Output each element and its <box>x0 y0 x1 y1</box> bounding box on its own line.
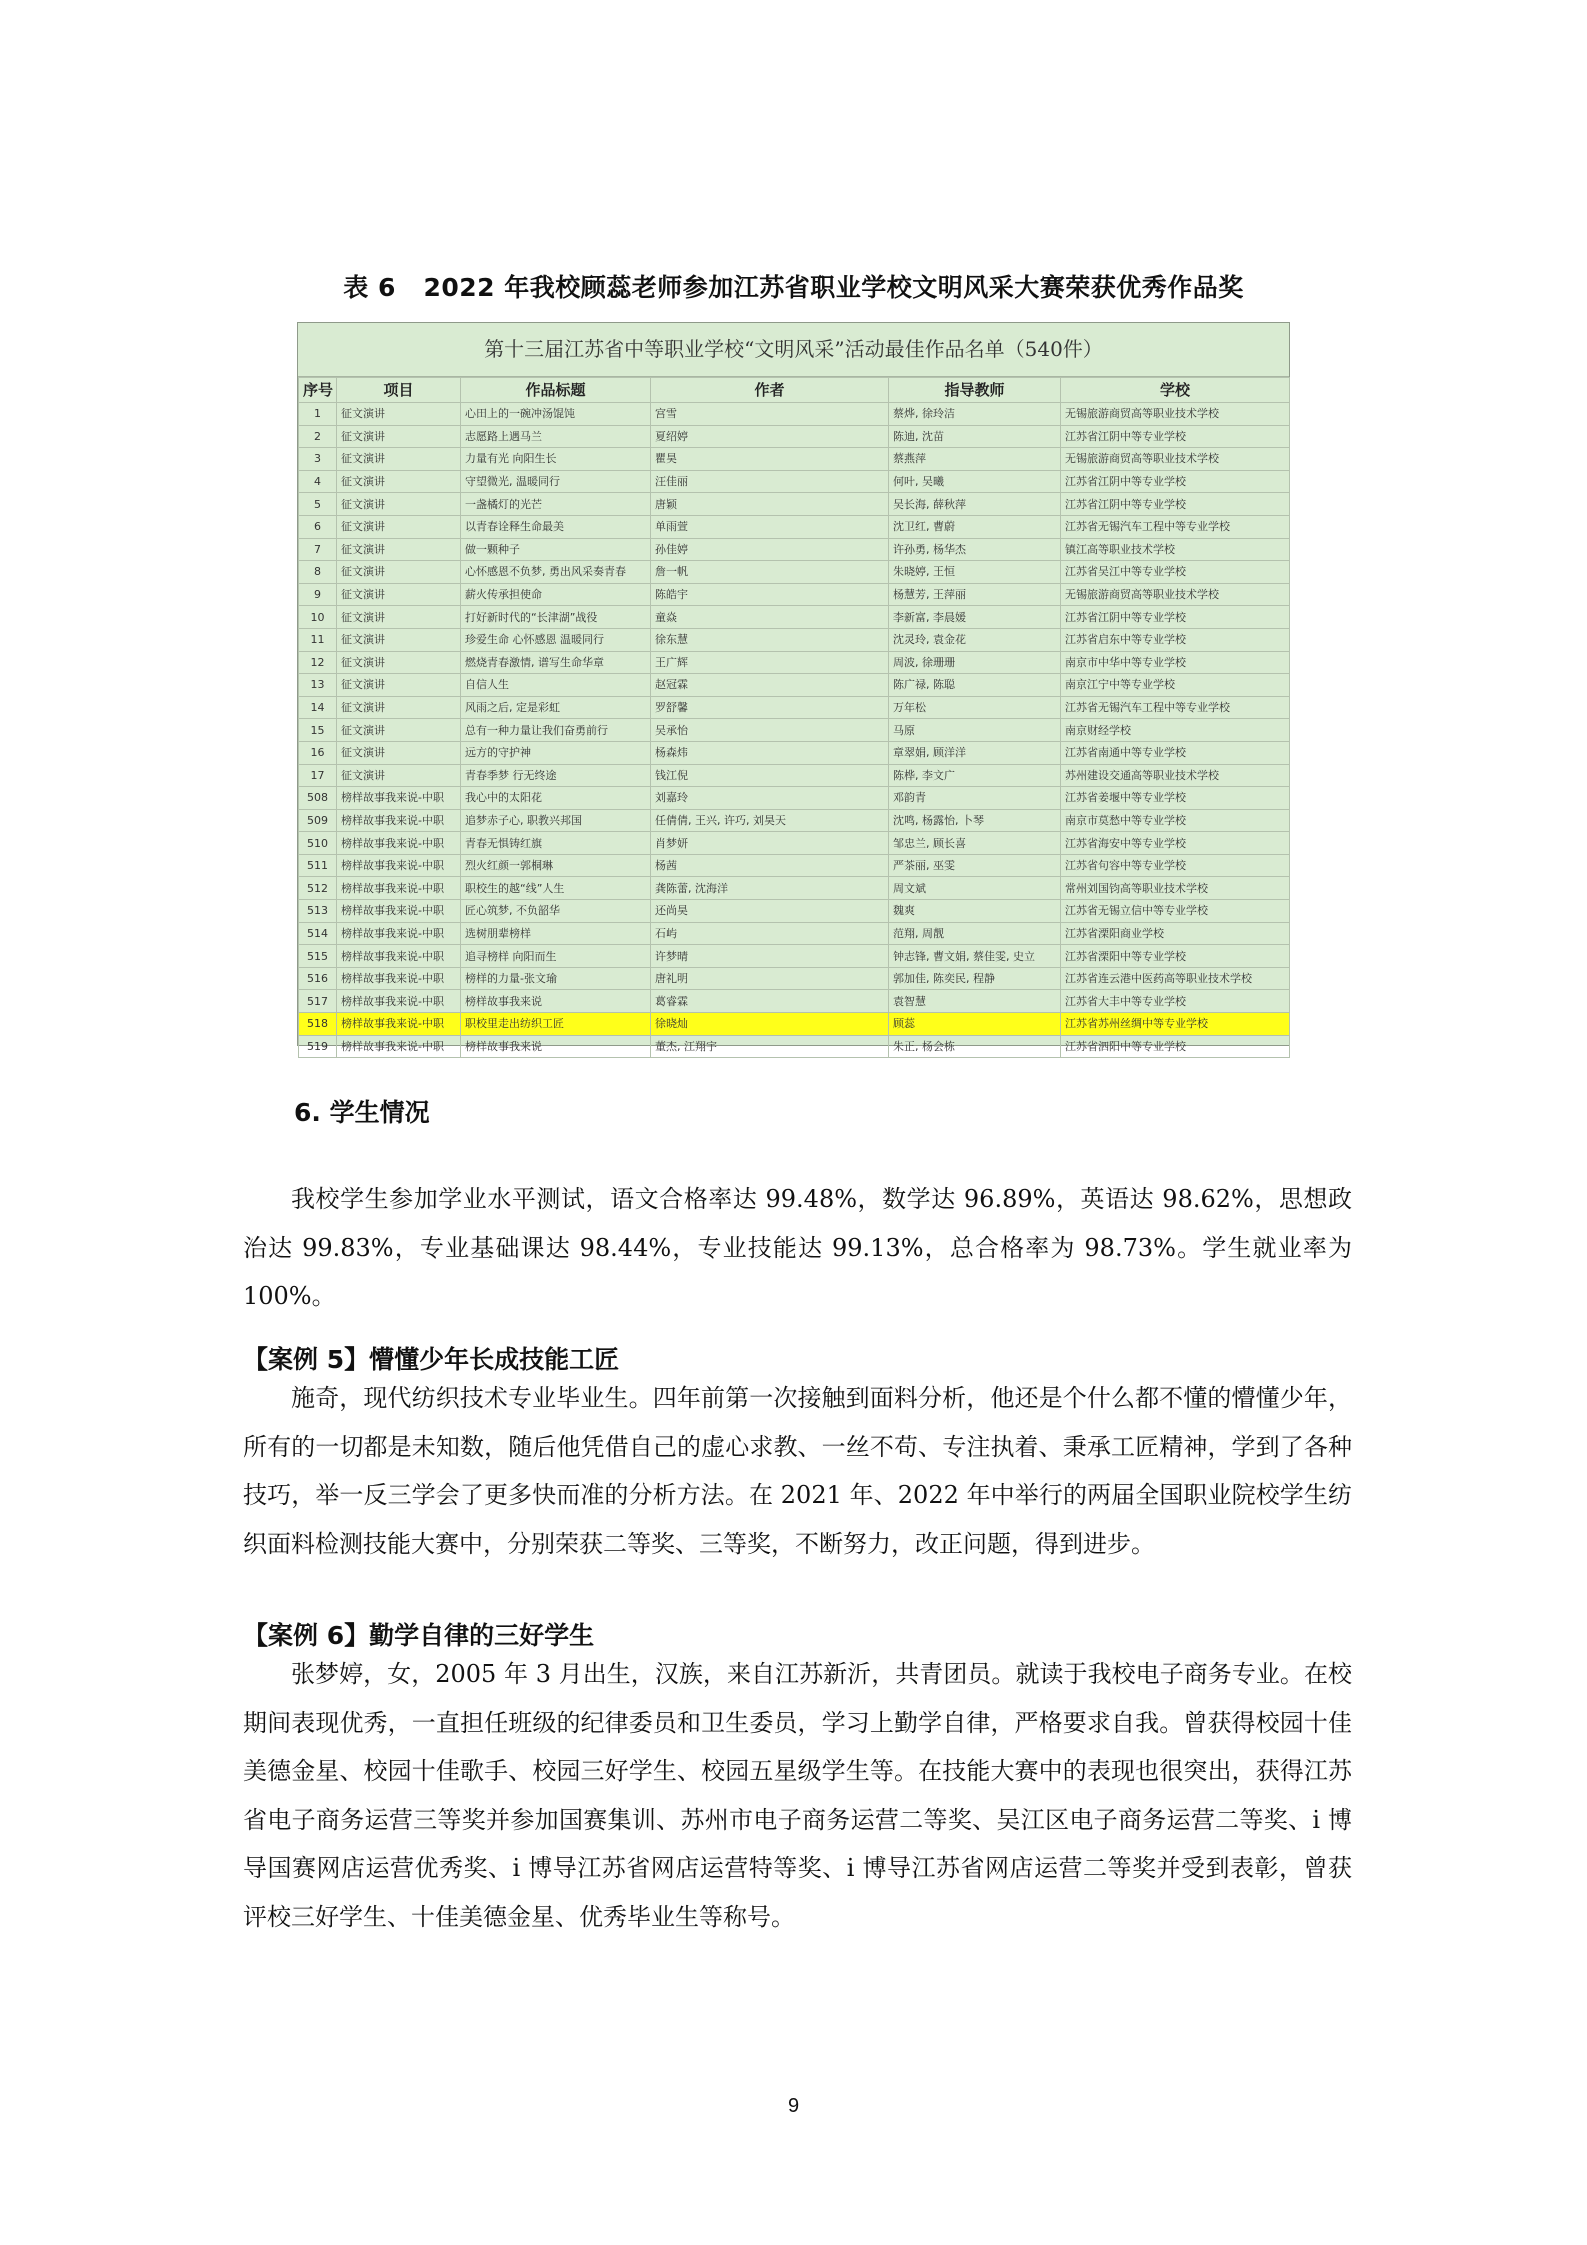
cell-no: 517 <box>299 990 337 1013</box>
table-row <box>299 470 1290 493</box>
table-row <box>299 448 1290 471</box>
table-row <box>299 696 1290 719</box>
cell-work-title: 守望微光, 温暖同行 <box>461 470 651 493</box>
table-row <box>299 538 1290 561</box>
cell-project: 榜样故事我来说-中职 <box>337 1035 461 1058</box>
cell-advisor: 陈桦, 李文广 <box>889 764 1061 787</box>
cell-author: 肖梦妍 <box>651 832 889 855</box>
cell-author: 瞿昊 <box>651 448 889 471</box>
cell-advisor: 许孙勇, 杨华杰 <box>889 538 1061 561</box>
cell-advisor: 沈卫红, 曹蔚 <box>889 515 1061 538</box>
case6-heading: 【案例 6】勤学自律的三好学生 <box>243 1621 595 1650</box>
cell-school: 江苏省姜堰中等专业学校 <box>1061 787 1290 810</box>
cell-author: 杨茜 <box>651 854 889 877</box>
cell-no: 4 <box>299 470 337 493</box>
table-row <box>299 674 1290 697</box>
table-row <box>299 651 1290 674</box>
cell-no: 515 <box>299 945 337 968</box>
cell-no: 17 <box>299 764 337 787</box>
cell-advisor: 何叶, 吴曦 <box>889 470 1061 493</box>
case5-heading: 【案例 5】懵懂少年长成技能工匠 <box>243 1345 620 1374</box>
cell-project: 征文演讲 <box>337 493 461 516</box>
cell-author: 杨森炜 <box>651 741 889 764</box>
table-row <box>299 877 1290 900</box>
cell-project: 征文演讲 <box>337 741 461 764</box>
cell-advisor: 钟志锋, 曹文娟, 蔡佳雯, 史立 <box>889 945 1061 968</box>
cell-school: 江苏省大丰中等专业学校 <box>1061 990 1290 1013</box>
cell-advisor: 陈广禄, 陈聪 <box>889 674 1061 697</box>
cell-author: 许梦晴 <box>651 945 889 968</box>
cell-work-title: 烈火红颜一郭桐琳 <box>461 854 651 877</box>
cell-no: 513 <box>299 900 337 923</box>
cell-school: 江苏省南通中等专业学校 <box>1061 741 1290 764</box>
cell-work-title: 追寻榜样 向阳而生 <box>461 945 651 968</box>
table-row <box>299 900 1290 923</box>
cell-no: 16 <box>299 741 337 764</box>
cell-advisor: 李新富, 李晨媛 <box>889 606 1061 629</box>
cell-work-title: 我心中的太阳花 <box>461 787 651 810</box>
cell-project: 征文演讲 <box>337 403 461 426</box>
cell-author: 刘嘉玲 <box>651 787 889 810</box>
table-row <box>299 561 1290 584</box>
cell-no: 2 <box>299 425 337 448</box>
cell-advisor: 万年松 <box>889 696 1061 719</box>
cell-school: 南京财经学校 <box>1061 719 1290 742</box>
cell-author: 童焱 <box>651 606 889 629</box>
cell-no: 11 <box>299 628 337 651</box>
cell-project: 征文演讲 <box>337 515 461 538</box>
cell-work-title: 职校里走出纺织工匠 <box>461 1013 651 1036</box>
cell-school: 南京市莫愁中等专业学校 <box>1061 809 1290 832</box>
cell-work-title: 职校生的越“线”人生 <box>461 877 651 900</box>
table-row <box>299 832 1290 855</box>
table-row <box>299 1035 1290 1058</box>
cell-advisor: 周波, 徐珊珊 <box>889 651 1061 674</box>
cell-author: 单雨萱 <box>651 515 889 538</box>
table-row <box>299 854 1290 877</box>
cell-school: 江苏省无锡汽车工程中等专业学校 <box>1061 515 1290 538</box>
table-row <box>299 990 1290 1013</box>
cell-work-title: 榜样故事我来说 <box>461 990 651 1013</box>
cell-no: 508 <box>299 787 337 810</box>
cell-work-title: 薪火传承担使命 <box>461 583 651 606</box>
cell-project: 征文演讲 <box>337 719 461 742</box>
cell-advisor: 朱晓婷, 王恒 <box>889 561 1061 584</box>
cell-no: 7 <box>299 538 337 561</box>
cell-no: 519 <box>299 1035 337 1058</box>
cell-project: 榜样故事我来说-中职 <box>337 809 461 832</box>
cell-advisor: 朱正, 杨会栋 <box>889 1035 1061 1058</box>
table-row <box>299 922 1290 945</box>
cell-work-title: 心怀感恩不负梦, 勇出风采奏青春 <box>461 561 651 584</box>
cell-no: 9 <box>299 583 337 606</box>
cell-author: 孙佳婷 <box>651 538 889 561</box>
table-row <box>299 628 1290 651</box>
cell-school: 江苏省江阴中等专业学校 <box>1061 425 1290 448</box>
cell-project: 征文演讲 <box>337 696 461 719</box>
cell-school: 江苏省句容中等专业学校 <box>1061 854 1290 877</box>
cell-project: 征文演讲 <box>337 651 461 674</box>
cell-work-title: 做一颗种子 <box>461 538 651 561</box>
cell-author: 龚陈蕾, 沈海洋 <box>651 877 889 900</box>
cell-advisor: 沈灵玲, 袁金花 <box>889 628 1061 651</box>
cell-school: 江苏省苏州丝绸中等专业学校 <box>1061 1013 1290 1036</box>
cell-school: 无锡旅游商贸高等职业技术学校 <box>1061 583 1290 606</box>
cell-author: 王广辉 <box>651 651 889 674</box>
cell-school: 无锡旅游商贸高等职业技术学校 <box>1061 448 1290 471</box>
header-work-title: 作品标题 <box>461 378 651 403</box>
cell-no: 512 <box>299 877 337 900</box>
table-row <box>299 583 1290 606</box>
cell-school: 江苏省启东中等专业学校 <box>1061 628 1290 651</box>
cell-school: 无锡旅游商贸高等职业技术学校 <box>1061 403 1290 426</box>
table-caption: 表 6 2022 年我校顾蕊老师参加江苏省职业学校文明风采大赛荣获优秀作品奖 <box>343 273 1244 302</box>
cell-author: 葛睿霖 <box>651 990 889 1013</box>
cell-no: 3 <box>299 448 337 471</box>
cell-school: 江苏省无锡汽车工程中等专业学校 <box>1061 696 1290 719</box>
cell-project: 榜样故事我来说-中职 <box>337 1013 461 1036</box>
cell-work-title: 青春季梦 行无终途 <box>461 764 651 787</box>
cell-no: 5 <box>299 493 337 516</box>
cell-work-title: 一盏橘灯的光芒 <box>461 493 651 516</box>
cell-advisor: 郭加佳, 陈奕民, 程静 <box>889 967 1061 990</box>
cell-work-title: 打好新时代的“长津湖”战役 <box>461 606 651 629</box>
cell-no: 6 <box>299 515 337 538</box>
cell-school: 江苏省吴江中等专业学校 <box>1061 561 1290 584</box>
cell-project: 征文演讲 <box>337 425 461 448</box>
cell-school: 江苏省连云港中医药高等职业技术学校 <box>1061 967 1290 990</box>
cell-author: 夏绍婷 <box>651 425 889 448</box>
cell-school: 苏州建设交通高等职业技术学校 <box>1061 764 1290 787</box>
cell-advisor: 吴长海, 薛秋萍 <box>889 493 1061 516</box>
table-header-row <box>299 378 1290 403</box>
cell-school: 江苏省溧阳中等专业学校 <box>1061 945 1290 968</box>
cell-advisor: 杨慧芳, 王萍丽 <box>889 583 1061 606</box>
cell-author: 钱江倪 <box>651 764 889 787</box>
cell-project: 征文演讲 <box>337 448 461 471</box>
section-heading: 6. 学生情况 <box>294 1098 430 1127</box>
cell-advisor: 严茶丽, 巫雯 <box>889 854 1061 877</box>
cell-project: 征文演讲 <box>337 674 461 697</box>
table-row <box>299 719 1290 742</box>
award-table <box>298 377 1290 1058</box>
cell-no: 514 <box>299 922 337 945</box>
cell-project: 征文演讲 <box>337 470 461 493</box>
cell-no: 509 <box>299 809 337 832</box>
table-title: 第十三届江苏省中等职业学校“文明风采”活动最佳作品名单（540件） <box>298 323 1289 377</box>
table-row <box>299 764 1290 787</box>
cell-project: 征文演讲 <box>337 538 461 561</box>
cell-project: 征文演讲 <box>337 606 461 629</box>
header-no: 序号 <box>299 378 337 403</box>
table-row <box>299 967 1290 990</box>
table-body <box>299 403 1290 1058</box>
cell-advisor: 魏爽 <box>889 900 1061 923</box>
cell-school: 江苏省江阴中等专业学校 <box>1061 470 1290 493</box>
cell-work-title: 追梦赤子心, 职教兴邦国 <box>461 809 651 832</box>
table-row <box>299 809 1290 832</box>
cell-author: 还尚昊 <box>651 900 889 923</box>
cell-project: 榜样故事我来说-中职 <box>337 990 461 1013</box>
cell-author: 宫雪 <box>651 403 889 426</box>
cell-advisor: 周文斌 <box>889 877 1061 900</box>
cell-school: 镇江高等职业技术学校 <box>1061 538 1290 561</box>
cell-project: 榜样故事我来说-中职 <box>337 832 461 855</box>
cell-school: 常州刘国钧高等职业技术学校 <box>1061 877 1290 900</box>
cell-project: 榜样故事我来说-中职 <box>337 877 461 900</box>
cell-project: 榜样故事我来说-中职 <box>337 967 461 990</box>
cell-project: 榜样故事我来说-中职 <box>337 854 461 877</box>
cell-advisor: 顾蕊 <box>889 1013 1061 1036</box>
cell-work-title: 风雨之后, 定是彩虹 <box>461 696 651 719</box>
cell-no: 15 <box>299 719 337 742</box>
cell-advisor: 蔡烨, 徐玲洁 <box>889 403 1061 426</box>
table-row <box>299 493 1290 516</box>
cell-work-title: 以青春诠释生命最美 <box>461 515 651 538</box>
table-row <box>299 425 1290 448</box>
cell-school: 南京江宁中等专业学校 <box>1061 674 1290 697</box>
cell-no: 13 <box>299 674 337 697</box>
cell-no: 510 <box>299 832 337 855</box>
cell-author: 吴承怡 <box>651 719 889 742</box>
cell-project: 榜样故事我来说-中职 <box>337 787 461 810</box>
cell-work-title: 珍爱生命 心怀感恩 温暖同行 <box>461 628 651 651</box>
case6-paragraph: 张梦婷，女，2005 年 3 月出生，汉族，来自江苏新沂，共青团员。就读于我校电子商务专业。在校期间表现优秀，一直担任班级的纪律委员和卫生委员，学习上勤学自律，严格要求自我。曾获得校园十佳美德金星、校园十佳歌手、校园三好学生、校园五星级学生等。在技能大赛中的表现也很突出，获得江苏省电子商务运营三等奖并参加国赛集训、苏州市电子商务运营二等奖、吴江区电子商务运营二等奖、i 博导国赛网店运营优秀奖、i 博导江苏省网店运营特等奖、i 博导江苏省网店运营二等奖并受到表彰，曾获评校三好学生、十佳美德金星、优秀毕业生等称号。 <box>243 1660 1352 1931</box>
cell-work-title: 青春无惧铸红旗 <box>461 832 651 855</box>
cell-advisor: 邹忠兰, 顾长喜 <box>889 832 1061 855</box>
cell-work-title: 燃烧青春激情, 谱写生命华章 <box>461 651 651 674</box>
cell-project: 榜样故事我来说-中职 <box>337 922 461 945</box>
cell-advisor: 范翔, 周靓 <box>889 922 1061 945</box>
header-advisor: 指导教师 <box>889 378 1061 403</box>
page-number: 9 <box>787 2095 800 2117</box>
cell-advisor: 章翠娟, 顾洋洋 <box>889 741 1061 764</box>
cell-work-title: 总有一种力量让我们奋勇前行 <box>461 719 651 742</box>
cell-advisor: 邓韵青 <box>889 787 1061 810</box>
cell-author: 徐东慧 <box>651 628 889 651</box>
cell-no: 518 <box>299 1013 337 1036</box>
cell-advisor: 陈迪, 沈苗 <box>889 425 1061 448</box>
cell-author: 唐礼明 <box>651 967 889 990</box>
student-stats-paragraph: 我校学生参加学业水平测试，语文合格率达 99.48%，数学达 96.89%，英语达 98.62%，思想政治达 99.83%，专业基础课达 98.44%，专业技能达 99.13%，总合格率为 98.73%。学生就业率为 100%。 <box>243 1185 1352 1310</box>
table-row <box>299 1013 1290 1036</box>
cell-no: 516 <box>299 967 337 990</box>
cell-school: 江苏省无锡立信中等专业学校 <box>1061 900 1290 923</box>
cell-author: 罗舒馨 <box>651 696 889 719</box>
cell-author: 董杰, 江翔宇 <box>651 1035 889 1058</box>
cell-advisor: 马原 <box>889 719 1061 742</box>
table-row <box>299 403 1290 426</box>
cell-school: 江苏省泗阳中等专业学校 <box>1061 1035 1290 1058</box>
header-project: 项目 <box>337 378 461 403</box>
cell-author: 詹一帆 <box>651 561 889 584</box>
header-author: 作者 <box>651 378 889 403</box>
cell-work-title: 自信人生 <box>461 674 651 697</box>
table-row <box>299 787 1290 810</box>
table-row <box>299 515 1290 538</box>
cell-project: 榜样故事我来说-中职 <box>337 900 461 923</box>
cell-author: 任倩倩, 王兴, 许巧, 刘昊天 <box>651 809 889 832</box>
header-school: 学校 <box>1061 378 1290 403</box>
table-row <box>299 741 1290 764</box>
cell-work-title: 选树朋辈榜样 <box>461 922 651 945</box>
cell-author: 徐晓灿 <box>651 1013 889 1036</box>
cell-work-title: 力量有光 向阳生长 <box>461 448 651 471</box>
cell-work-title: 榜样故事我来说 <box>461 1035 651 1058</box>
cell-no: 14 <box>299 696 337 719</box>
cell-project: 征文演讲 <box>337 628 461 651</box>
cell-author: 赵冠霖 <box>651 674 889 697</box>
cell-no: 511 <box>299 854 337 877</box>
cell-school: 南京市中华中等专业学校 <box>1061 651 1290 674</box>
cell-project: 征文演讲 <box>337 764 461 787</box>
cell-no: 12 <box>299 651 337 674</box>
award-table-image <box>297 322 1290 1053</box>
cell-project: 征文演讲 <box>337 561 461 584</box>
cell-school: 江苏省海安中等专业学校 <box>1061 832 1290 855</box>
cell-school: 江苏省江阴中等专业学校 <box>1061 493 1290 516</box>
cell-work-title: 志愿路上遇马兰 <box>461 425 651 448</box>
cell-advisor: 沈鸣, 杨露怡, 卜琴 <box>889 809 1061 832</box>
table-row <box>299 945 1290 968</box>
table-row <box>299 606 1290 629</box>
cell-author: 石屿 <box>651 922 889 945</box>
cell-work-title: 远方的守护神 <box>461 741 651 764</box>
cell-work-title: 匠心筑梦, 不负韶华 <box>461 900 651 923</box>
cell-advisor: 袁智慧 <box>889 990 1061 1013</box>
cell-work-title: 心田上的一碗冲汤馄饨 <box>461 403 651 426</box>
cell-no: 10 <box>299 606 337 629</box>
cell-work-title: 榜样的力量-张文瑜 <box>461 967 651 990</box>
cell-advisor: 蔡燕萍 <box>889 448 1061 471</box>
cell-school: 江苏省江阴中等专业学校 <box>1061 606 1290 629</box>
cell-project: 榜样故事我来说-中职 <box>337 945 461 968</box>
cell-no: 1 <box>299 403 337 426</box>
cell-author: 汪佳丽 <box>651 470 889 493</box>
cell-project: 征文演讲 <box>337 583 461 606</box>
cell-school: 江苏省溧阳商业学校 <box>1061 922 1290 945</box>
cell-no: 8 <box>299 561 337 584</box>
cell-author: 唐颖 <box>651 493 889 516</box>
cell-author: 陈皓宇 <box>651 583 889 606</box>
case5-paragraph: 施奇，现代纺织技术专业毕业生。四年前第一次接触到面料分析，他还是个什么都不懂的懵懂少年，所有的一切都是未知数，随后他凭借自己的虚心求教、一丝不苟、专注执着、秉承工匠精神，学到了各种技巧，举一反三学会了更多快而准的分析方法。在 2021 年、2022 年中举行的两届全国职业院校学生纺织面料检测技能大赛中，分别荣获二等奖、三等奖，不断努力，改正问题，得到进步。 <box>243 1384 1352 1558</box>
